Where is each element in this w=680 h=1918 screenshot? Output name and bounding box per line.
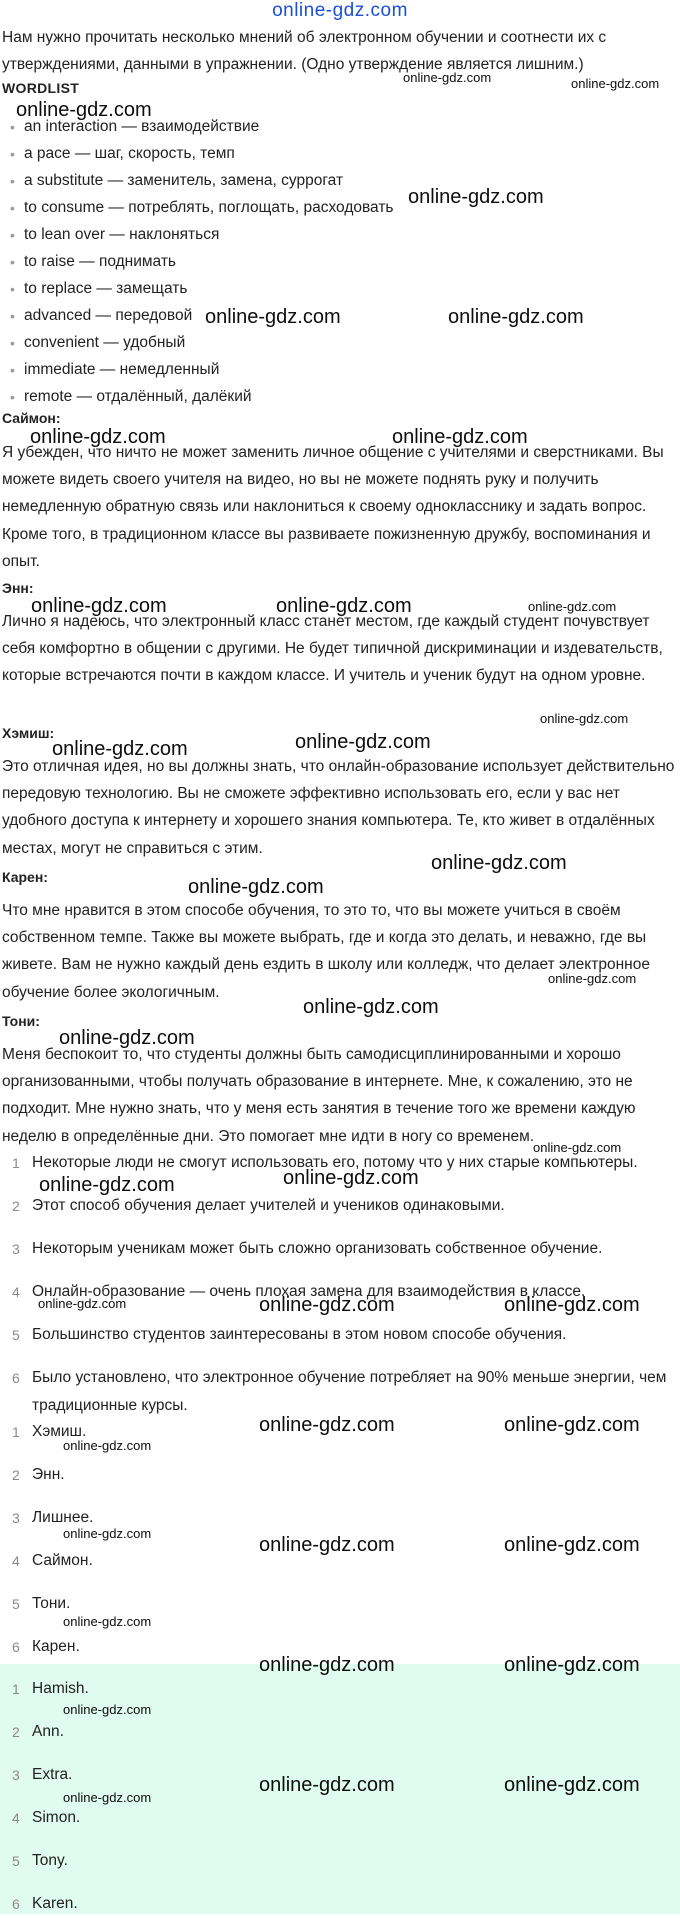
bullet-icon: •: [10, 254, 15, 270]
watermark: online-gdz.com: [63, 1438, 152, 1453]
answer-number: 5: [12, 1853, 20, 1869]
watermark: online-gdz.com: [504, 1534, 640, 1556]
watermark: online-gdz.com: [431, 852, 567, 874]
opinion-text: Что мне нравится в этом способе обучения, то это то, что вы можете учиться в своём собственном темпе. Также вы можете выбрать, где и когда это делать, и неважно, где вы живете. Вам не нужно каждый день ездить в школу или колледж, что делает электронное обучение более экологичным.: [2, 902, 650, 1001]
answer-number: 4: [12, 1810, 20, 1826]
answer-number: 3: [12, 1510, 20, 1526]
wordlist-item-text: advanced — передовой: [24, 307, 193, 324]
watermark: online-gdz.com: [295, 731, 431, 753]
answer-text: Simon.: [32, 1809, 81, 1826]
wordlist-item-text: to lean over — наклоняться: [24, 226, 220, 243]
speaker-name: Энн:: [2, 580, 34, 596]
wordlist-item: [10, 279, 187, 299]
watermark: online-gdz.com: [52, 738, 188, 760]
statement-text: Было установлено, что электронное обучение потребляет на 90% меньше энергии, чем традиционные курсы.: [32, 1369, 667, 1414]
site-logo: online-gdz.com: [272, 0, 408, 21]
answer-text: Хэмиш.: [32, 1423, 87, 1440]
statement-text: Некоторые люди не смогут использовать его, потому что у них старые компьютеры.: [32, 1154, 638, 1171]
watermark: online-gdz.com: [540, 711, 629, 726]
answer-text: Лишнее.: [32, 1509, 94, 1526]
watermark: online-gdz.com: [528, 599, 617, 614]
watermark: online-gdz.com: [39, 1174, 175, 1196]
wordlist-item: [10, 360, 219, 380]
answer-number: 1: [12, 1424, 20, 1440]
opinion-text: Меня беспокоит то, что студенты должны быть самодисциплинированными и хорошо организованными, чтобы получать образование в интернете. Мне, к сожалению, это не подходит. Мне нужно знать, что у меня есть занятия в течение того же времени каждую неделю в определённые дни. Это помогает мне идти в ногу со временем.: [2, 1046, 636, 1145]
answer-number: 2: [12, 1467, 20, 1483]
answer-number: 4: [12, 1553, 20, 1569]
statement-text: Онлайн-образование — очень плохая замена для взаимодействия в классе.: [32, 1283, 586, 1300]
wordlist-item-text: to consume — потреблять, поглощать, расходовать: [24, 199, 394, 216]
watermark: online-gdz.com: [59, 1027, 195, 1049]
answer-item-en: [12, 1675, 676, 1703]
watermark: online-gdz.com: [504, 1654, 640, 1676]
wordlist-item: [10, 198, 394, 218]
statement-text: Некоторым ученикам может быть сложно организовать собственное обучение.: [32, 1240, 603, 1257]
answer-number: 6: [12, 1639, 20, 1655]
watermark: online-gdz.com: [259, 1774, 395, 1796]
bullet-icon: •: [10, 335, 15, 351]
answer-text: Энн.: [32, 1466, 65, 1483]
bullet-icon: •: [10, 173, 15, 189]
speaker-name: Хэмиш:: [2, 725, 55, 741]
statement-number: 2: [12, 1198, 20, 1214]
task-intro: Нам нужно прочитать несколько мнений об электронном обучении и соотнести их с утверждениями, данными в упражнении. (Одно утверждение является лишним.): [2, 29, 607, 73]
statement-number: 3: [12, 1241, 20, 1257]
wordlist-item: [10, 387, 252, 407]
speaker-name: Тони:: [2, 1013, 40, 1029]
watermark: online-gdz.com: [403, 70, 492, 85]
watermark: online-gdz.com: [63, 1526, 152, 1541]
wordlist-item: [10, 225, 219, 245]
watermark: online-gdz.com: [63, 1614, 152, 1629]
wordlist-item-text: an interaction — взаимодействие: [24, 118, 260, 135]
watermark: online-gdz.com: [205, 306, 341, 328]
watermark: online-gdz.com: [63, 1702, 152, 1717]
wordlist-item: [10, 171, 343, 191]
speaker-name: Саймон:: [2, 410, 61, 426]
statement-number: 6: [12, 1370, 20, 1386]
bullet-icon: •: [10, 308, 15, 324]
answer-item: [12, 1461, 676, 1489]
speaker-name: Карен:: [2, 869, 48, 885]
wordlist-item-text: to raise — поднимать: [24, 253, 176, 270]
answer-text: Tony.: [32, 1852, 68, 1869]
wordlist-title: WORDLIST: [2, 80, 80, 96]
statement-text: Этот способ обучения делает учителей и учеников одинаковыми.: [32, 1197, 505, 1214]
answer-number: 1: [12, 1681, 20, 1697]
answer-number: 3: [12, 1767, 20, 1783]
watermark: online-gdz.com: [259, 1534, 395, 1556]
statement-number: 5: [12, 1327, 20, 1343]
answer-number: 6: [12, 1896, 20, 1912]
watermark: online-gdz.com: [303, 996, 439, 1018]
wordlist-item: [10, 306, 192, 326]
watermark: online-gdz.com: [30, 426, 166, 448]
bullet-icon: •: [10, 146, 15, 162]
answer-text: Karen.: [32, 1895, 78, 1912]
watermark: online-gdz.com: [31, 595, 167, 617]
answer-item-en: [12, 1804, 676, 1832]
answer-text: Тони.: [32, 1595, 71, 1612]
watermark: online-gdz.com: [63, 1790, 152, 1805]
statement-item: [12, 1321, 676, 1349]
watermark: online-gdz.com: [16, 99, 152, 121]
watermark: online-gdz.com: [504, 1774, 640, 1796]
bullet-icon: •: [10, 281, 15, 297]
statement-number: 1: [12, 1155, 20, 1171]
watermark: online-gdz.com: [533, 1140, 622, 1155]
answer-number: 2: [12, 1724, 20, 1740]
answer-text: Extra.: [32, 1766, 73, 1783]
watermark: online-gdz.com: [504, 1294, 640, 1316]
opinion-text: Я убежден, что ничто не может заменить личное общение с учителями и сверстниками. Вы можете видеть своего учителя на видео, но вы не можете поднять руку и получить немедленную обратную связь или наклониться к своему однокласснику и задать вопрос. Кроме того, в традиционном классе вы развиваете пожизненную дружбу, воспоминания и опыт.: [2, 444, 664, 570]
watermark: online-gdz.com: [276, 595, 412, 617]
answer-item-en: [12, 1718, 676, 1746]
statement-item: [12, 1235, 676, 1263]
wordlist-item-text: convenient — удобный: [24, 334, 186, 351]
answer-text: Карен.: [32, 1638, 80, 1655]
watermark: online-gdz.com: [392, 426, 528, 448]
statement-text: Большинство студентов заинтересованы в этом новом способе обучения.: [32, 1326, 567, 1343]
wordlist-item: [10, 144, 235, 164]
bullet-icon: •: [10, 227, 15, 243]
wordlist-item-text: remote — отдалённый, далёкий: [24, 388, 252, 405]
statement-item: [12, 1364, 676, 1420]
watermark: online-gdz.com: [408, 186, 544, 208]
wordlist-item-text: a substitute — заменитель, замена, суррогат: [24, 172, 344, 189]
watermark: online-gdz.com: [283, 1167, 419, 1189]
watermark: online-gdz.com: [188, 876, 324, 898]
answer-item-en: [12, 1847, 676, 1875]
wordlist-item-text: immediate — немедленный: [24, 361, 220, 378]
bullet-icon: •: [10, 119, 15, 135]
answer-number: 5: [12, 1596, 20, 1612]
wordlist-item-text: a pace — шаг, скорость, темп: [24, 145, 235, 162]
wordlist-item: [10, 333, 185, 353]
opinion-text: Это отличная идея, но вы должны знать, что онлайн-образование использует действительно передовую технологию. Вы не сможете эффективно использовать его, если у вас нет удобного доступа к интернету и хорошего знания компьютера. Те, кто живет в отдалённых местах, могут не справиться с этим.: [2, 758, 675, 857]
watermark: online-gdz.com: [571, 76, 660, 91]
watermark: online-gdz.com: [504, 1414, 640, 1436]
answer-text: Саймон.: [32, 1552, 93, 1569]
watermark: online-gdz.com: [259, 1294, 395, 1316]
wordlist-item: [10, 252, 176, 272]
bullet-icon: •: [10, 362, 15, 378]
wordlist-item-text: to replace — замещать: [24, 280, 188, 297]
watermark: online-gdz.com: [259, 1414, 395, 1436]
answer-text: Ann.: [32, 1723, 64, 1740]
watermark: online-gdz.com: [38, 1296, 127, 1311]
watermark: online-gdz.com: [259, 1654, 395, 1676]
bullet-icon: •: [10, 200, 15, 216]
statement-number: 4: [12, 1284, 20, 1300]
watermark: online-gdz.com: [448, 306, 584, 328]
watermark: online-gdz.com: [548, 971, 637, 986]
bullet-icon: •: [10, 389, 15, 405]
opinion-text: Лично я надеюсь, что электронный класс станет местом, где каждый студент почувствует себя комфортно в общении с другими. Не будет типичной дискриминации и издевательств, которые встречаются почти в каждом классе. И учитель и ученик будут на одном уровне.: [2, 613, 663, 685]
answer-text: Hamish.: [32, 1680, 89, 1697]
